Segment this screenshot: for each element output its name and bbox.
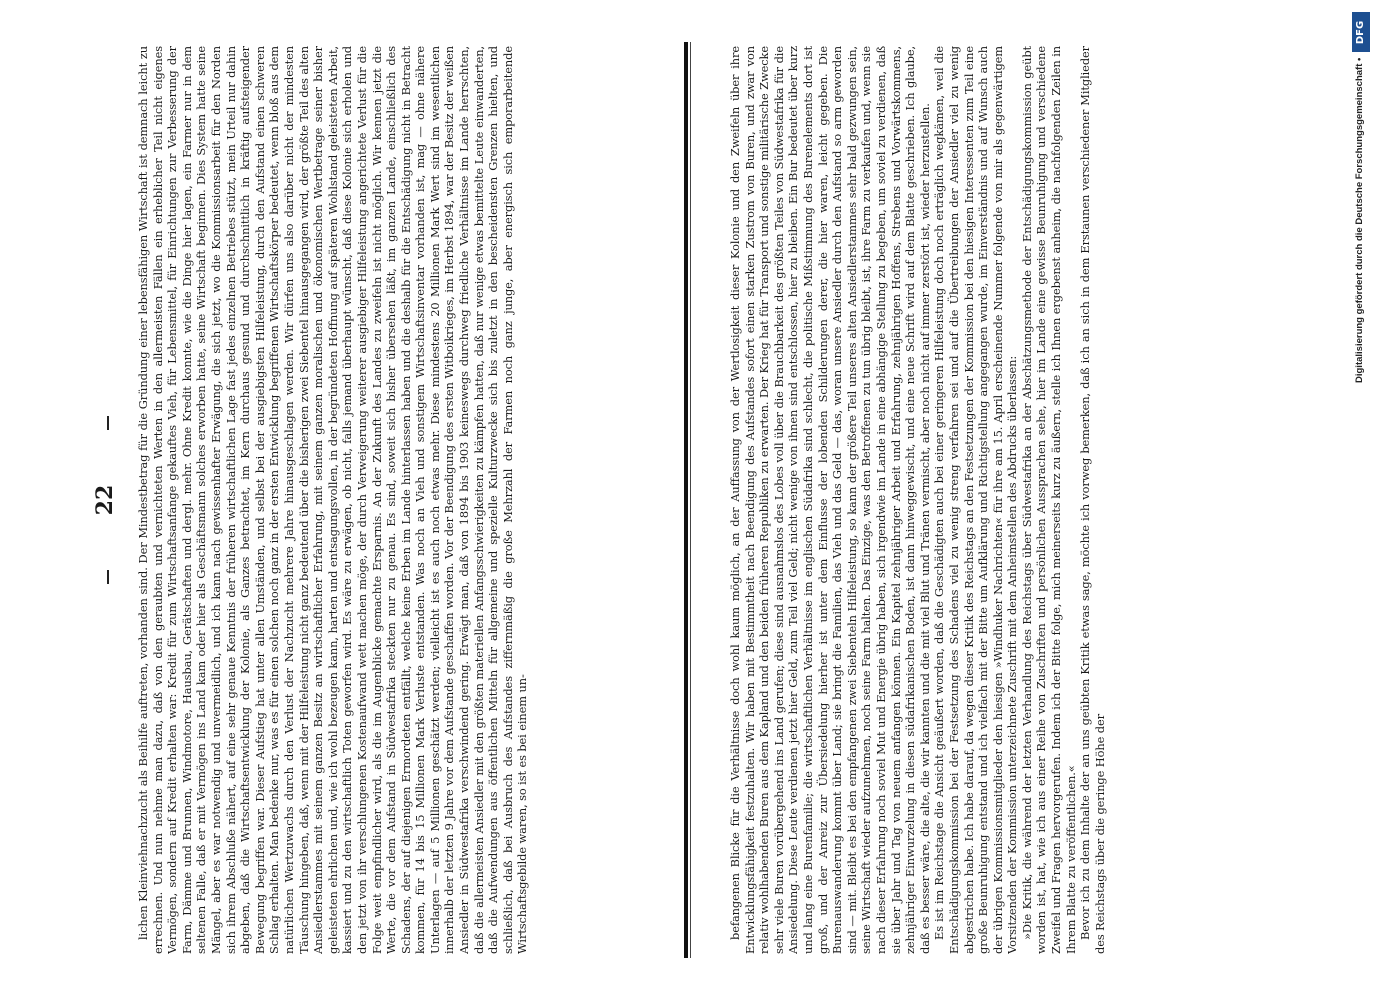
page-header <box>88 42 128 958</box>
paragraph: Es ist im Reichstage die Ansicht geäußert worden, daß die Geschädigten auch bei einer geringeren Hilfeleistung doch noch erträglich wegkämen, weil die Entschädigungskommission bei der Festsetzung des Schadens viel zu wenig streng verfahren sei und auf die Übertreibungen der Ansiedler viel zu wenig abgestrichen habe. Ich habe darauf, da wegen dieser Kritik des Reichstags an den Festsetzungen der Kommission bei den hiesigen Interessenten zum Teil eine große Beunruhigung entstand und ich vielfach mit der Bitte um Aufklärung und Richtigstellung angegangen wurde, im Einverständnis und auf Wunsch auch der übrigen Kommissionsmitglieder den hiesigen »Windhuker Nachrichten« für ihre am 15. April erscheinende Nummer folgende von mir als gegenwärtigem Vorsitzenden der Kommission unterzeichnete Zuschrift mit dem Anheimstellen des Abdrucks überlassen: <box>932 46 1020 954</box>
dfg-logo-text: DFG <box>1355 20 1367 44</box>
header-dash-left <box>107 570 109 584</box>
paragraph: lichen Kleinviehnachzucht als Beihilfe auftreten, vorhanden sind. Der Mindestbetrag für die Gründung einer lebensfähigen Wirtschaft ist demnach leicht zu errechnen. Und nun nehme man dazu, daß von den geraubten und vernichteten Werten in den allermeisten Fällen ein erheblicher Teil nicht eigenes Vermögen, sondern auf Kredit erhalten war: Kredit für zum Wirtschaftsanfange gekauftes Vieh, für Lebensmittel, für Einrichtungen zur Verbesserung der Farm, Dämme und Brunnen, Windmotore, Hausbau, Gerätschaften und dergl. mehr. Ohne Kredit konnte, wie die Dinge hier lagen, ein Farmer nur in dem seltenen Falle, daß er mit Vermögen ins Land kam oder hier als Geschäftsmann solches erworben hatte, seine Wirtschaft beginnen. Dies System hatte seine Mängel, aber es war notwendig und unvermeidlich, und ich kann nach gewissenhafter Erwägung, die sich jetzt, wo die Kommissionsarbeit für den Norden sich ihrem Abschluße nähert, auf eine sehr genaue Kenntnis der früheren wirtschaftlichen Lage fast jedes einzelnen Betriebes stützt, mein Urteil nur dahin abgeben, daß die Wirtschaftsentwicklung der Kolonie, als Ganzes betrachtet, im Kern durchaus gesund und durchschnittlich in kräftig aufsteigender Bewegung begriffen war. Dieser Aufstieg hat unter allen Umständen, und selbst bei der ausgiebigsten Hilfeleistung, durch den Aufstand einen schweren Schlag erhalten. Man bedenke nur, was es für einen solchen noch ganz in der ersten Entwicklung begriffenen Wirtschaftskörper bedeutet, wenn bloß aus dem natürlichen Wertzuwachs durch den Verlust der Nachzucht mehrere Jahre hinausgeschlagen werden. Wir dürfen uns also darüber nicht der mindesten Täuschung hingeben, daß, wenn mit der Hilfeleistung nicht ganz bedeutend über die bisherigen zwei Siebentel hinausgegangen wird, der größte Teil des alten Ansiedlerstammes mit seinem ganzen Besitz an wirtschaftlicher Erfahrung, mit seinem ganzen moralischen und ökonomischen Wertbetrage seiner bisher geleisteten ehrlichen und, wie ich wohl bezeugen kann, harten und entsagungsvollen, in der begründeten Hoffnung auf späteren Wohlstand geleisteten Arbeit, kassiert und zu den wirtschaftlich Toten geworfen wird. Es wäre zu erwägen, ob nicht, falls jemand überhaupt wünscht, daß diese Kolonie sich erholen und den jetzt von ihr verschlungenen Kostenaufwand wett machen möge, der durch Verweigerung weiterer ausgiebiger Hilfeleistung angerichtete Verlust für die Folge weit empfindlicher wird, als die im Augenblicke gemachte Ersparnis. An der Zukunft des Landes zu zweifeln ist nicht möglich. Wir kennen jetzt die Werte, die vor dem Aufstand in Südwestafrika steckten nur zu genau. Es sind, soweit sich bisher übersehen läßt, im ganzen Lande, einschließlich des Schadens, der auf diejenigen Ermordeten entfällt, welche keine Erben im Lande hinterlassen haben und die deshalb für die Entschädigung nicht in Betracht kommen, für 14 bis 15 Millionen Mark Verluste entstanden. Was noch an Vieh und sonstigem Wirtschaftsinventar vorhanden ist, mag — ohne nähere Unterlagen — auf 5 Millionen geschätzt werden; vielleicht ist es auch noch etwas mehr. Diese mindestens 20 Millionen Mark Wert sind im wesentlichen innerhalb der letzten 9 Jahre vor dem Aufstande geschaffen worden. Vor der Beendigung des ersten Witboikrieges, im Herbst 1894, war der Besitz der weißen Ansiedler in Südwestafrika verschwindend gering. Erwägt man, daß von 1894 bis 1903 keineswegs durchweg friedliche Verhältnisse im Lande herrschten, daß die allermeisten Ansiedler mit den größten materiellen Anfangsschwierigkeiten zu kämpfen hatten, daß nur wenige etwas bemittelte Leute einwanderten, daß die Aufwendungen aus öffentlichen Mitteln für allgemeine und spezielle Kulturzwecke sich bis zuletzt in den bescheidensten Grenzen hielten, und schließlich, daß bei Ausbruch des Aufstandes ziffernmäßig die große Mehrzahl der Farmen noch ganz junge, aber energisch sich emporarbeitende Wirtschaftsgebilde waren, so ist es bei einem un- <box>136 46 530 954</box>
column-divider-thin-rule <box>690 42 691 958</box>
quoted-paragraph: »Die Kritik, die während der letzten Verhandlung des Reichstags über Südwestafrika an der Abschätzungsmethode der Entschädigungskommission geübt worden ist, hat, wie ich aus einer Reihe von Zuschriften und persönlichen Aussprachen sehe, hier im Lande eine gewisse Beunruhigung und verschiedene Zweifel und Fragen hervorgerufen. Indem ich der Bitte folge, mich meinerseits kurz zu äußern, stelle ich Ihnen ergebenst anheim, die nachfolgenden Zeilen in Ihrem Blatte zu veröffentlichen.« <box>1019 46 1078 954</box>
page-number: 22 <box>92 484 118 516</box>
paragraph: befangenen Blicke für die Verhältnisse doch wohl kaum möglich, an der Auffassung von der Wertlosigkeit dieser Kolonie und den Zweifeln über ihre Entwicklungsfähigkeit festzuhalten. Wir haben mit Bestimmtheit nach Beendigung des Aufstandes sofort einen starken Zustrom von Buren, und zwar von relativ wohlhabenden Buren aus dem Kapland und den beiden früheren Republiken zu erwarten. Der Krieg hat für Transport und sonstige militärische Zwecke sehr viele Buren vorübergehend ins Land gerufen; diese sind ausnahmslos des Lobes voll über die Brauchbarkeit des größten Teiles von Südwestafrika für die Ansiedelung. Diese Leute verdienen jetzt hier Geld, zum Teil viel Geld; nicht wenige von ihnen sind entschlossen, hier zu bleiben. Ein Bur bedeutet über kurz und lang eine Burenfamilie; die wirtschaftlichen Verhältnisse im englischen Südafrika sind schlecht, die politische Mißstimmung des Burenelements dort ist groß, und der Anreiz zur Übersiedelung hierher ist unter dem Einflusse der lobenden Schilderungen derer, die hier waren, leicht gegeben. Die Burenauswanderung kommt über Land; sie bringt die Familien, das Vieh und das Geld — das, woran unsere Ansiedler durch den Aufstand so arm geworden sind — mit. Bleibt es bei den empfangenen zwei Siebenteln Hilfeleistung, so kann der größere Teil unseres alten Ansiedlerstammes sehr bald gezwungen sein, seine Wirtschaft wieder aufzunehmen, noch seine Farm halten. Das Einzige, was den Betroffenen zu tun übrig bleibt, ist, ihre Farm zu verkaufen und, wenn sie nach dieser Erfahrung noch soviel Mut und Energie übrig haben, sich irgendwie im Lande in eine abhängige Stellung zu begeben, um soviel zu verdienen, daß sie über Jahr und Tag von neuem anfangen können. Ein Kapitel zehnjähriger Arbeit und Erfahrung, zehnjährigen Hoffens, Strebens und Vorwärtskommens, zehnjähriger Einwurzelung in diesen südafrikanischen Boden, ist dann hinweggewischt, und eine neue Schrift wird auf dem Blatte geschrieben. Ich glaube, daß es besser wäre, die alte, die wir kannten und die mit viel Blut und Tränen vermischt, aber noch nicht auf immer zerstört ist, wieder herzustellen. <box>728 46 932 954</box>
digitization-credit: Digitalisierung gefördert durch die Deutsche Forschungsgemeinschaft • <box>1354 58 1365 384</box>
scanned-page <box>88 42 1312 958</box>
header-dash-right <box>107 416 109 430</box>
paragraph: Bevor ich zu dem Inhalte der an uns geübten Kritik etwas sage, möchte ich vorweg bemerken, daß ich an sich in dem Erstaunen verschiedener Mitglieder des Reichstags über die geringe Höhe der <box>1078 46 1107 954</box>
text-column-2 <box>728 46 1308 954</box>
column-divider-rule <box>684 42 688 958</box>
text-column-1 <box>136 46 676 954</box>
dfg-logo <box>1352 12 1370 52</box>
digitization-sidebar <box>1352 12 1374 988</box>
rotated-page-content <box>88 42 1312 958</box>
